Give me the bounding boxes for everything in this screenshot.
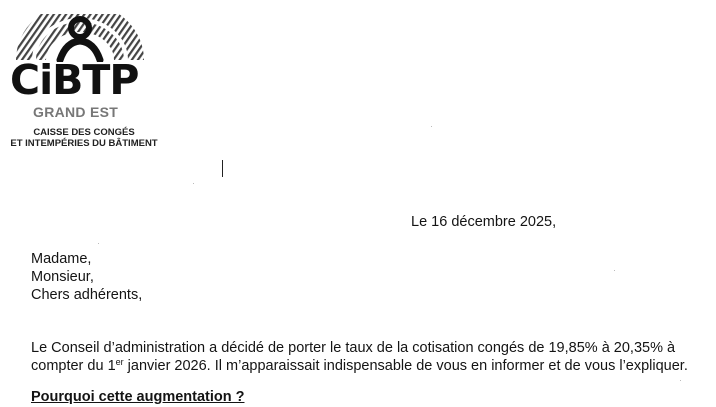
salutation [31,250,142,304]
paragraph-text: compter du 1 [31,358,116,374]
salutation-line: Monsieur, [31,269,94,285]
paragraph-line [31,357,701,375]
scan-speck [431,126,432,127]
scan-speck [98,243,99,244]
intro-paragraph [31,339,701,375]
ordinal-superscript: er [115,357,124,367]
scan-speck [614,270,615,271]
scan-speck [193,183,194,184]
salutation-line: Madame, [31,251,92,267]
section-heading: Pourquoi cette augmentation ? [31,389,245,405]
scan-speck [680,380,681,381]
logo-brand-text: CiBTP [10,56,139,104]
letter-date: Le 16 décembre 2025, [411,214,557,230]
logo-region-text: GRAND EST [33,104,119,120]
logo-subtitle-line2: ET INTEMPÉRIES DU BÂTIMENT [10,138,158,149]
logo-subtitle-line1: CAISSE DES CONGÉS [33,127,135,138]
paragraph-text: janvier 2026. Il m’apparaissait indispensable de vous en informer et de vous l’expliquer. [123,358,688,374]
salutation-line: Chers adhérents, [31,287,143,303]
paragraph-line: Le Conseil d’administration a décidé de porter le taux de la cotisation congés de 19,85% à 20,35% à [31,340,676,356]
